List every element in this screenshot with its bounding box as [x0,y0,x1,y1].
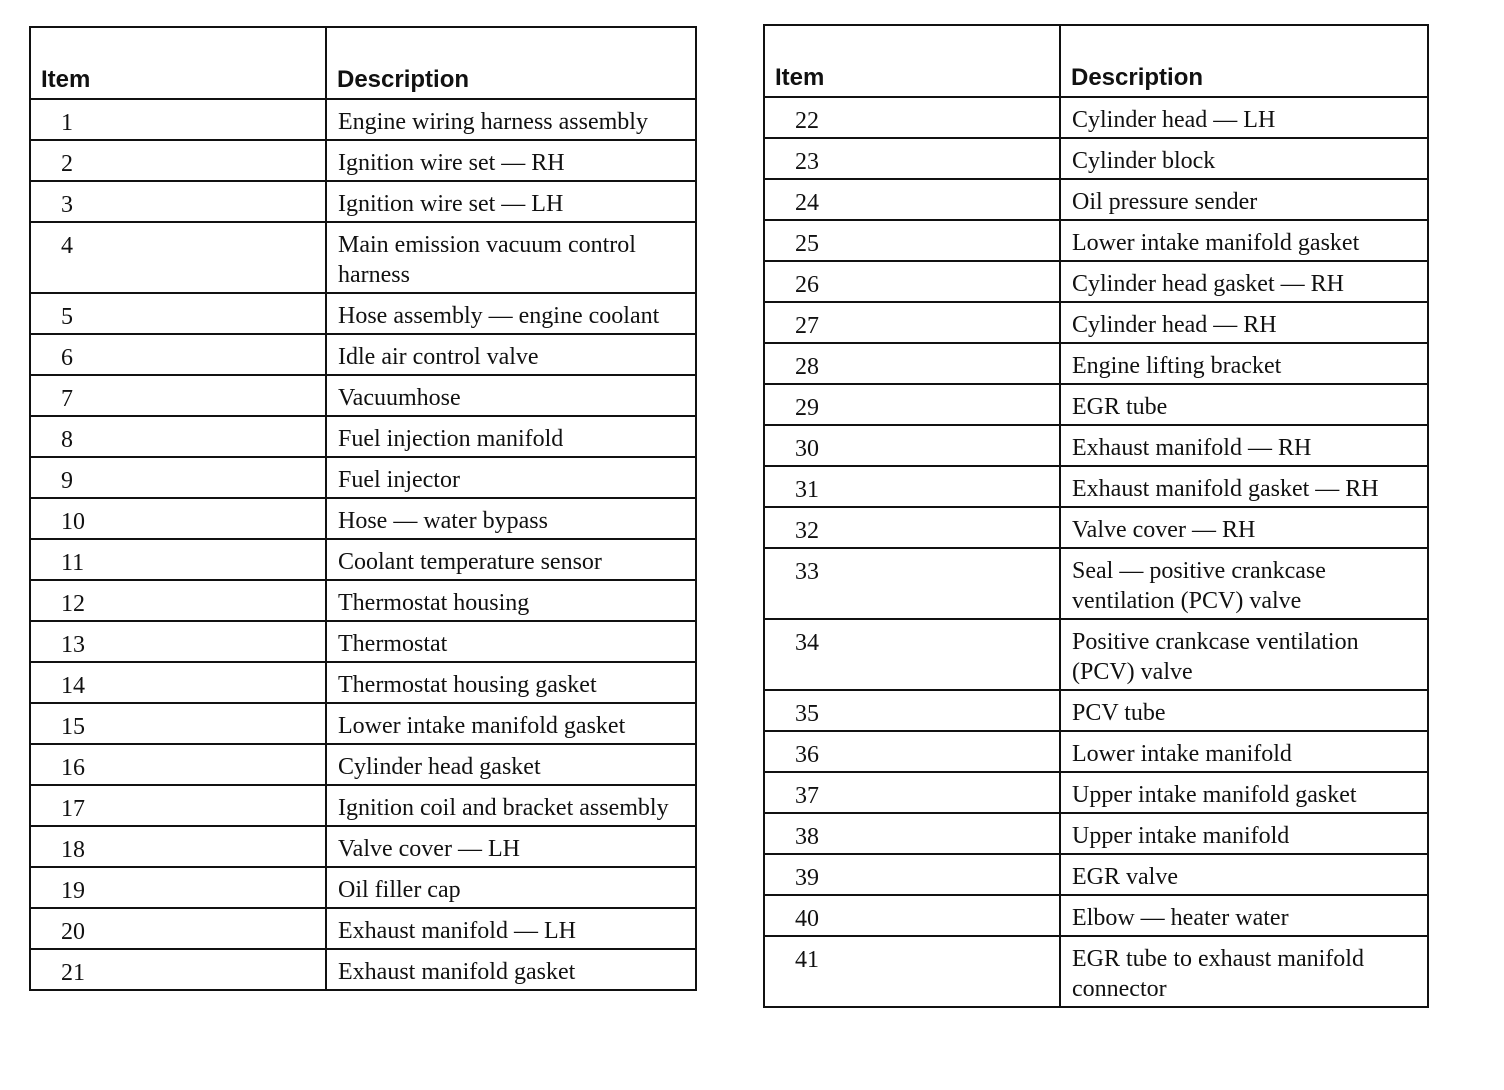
item-description: Exhaust manifold — RH [1060,425,1428,466]
item-number: 27 [764,302,1060,343]
table-row [764,97,1428,138]
item-number: 14 [30,662,326,703]
item-description: Upper intake manifold [1060,813,1428,854]
item-description: Exhaust manifold gasket — RH [1060,466,1428,507]
description-column-header: Description [1060,25,1428,97]
table-row [764,261,1428,302]
item-number: 30 [764,425,1060,466]
table-row [30,222,696,293]
table-row [764,936,1428,1007]
table-row [30,416,696,457]
item-description: Ignition wire set — RH [326,140,696,181]
item-number: 28 [764,343,1060,384]
table-row [764,466,1428,507]
table-row [30,181,696,222]
table-row [30,826,696,867]
item-number: 1 [30,99,326,140]
item-description: Oil pressure sender [1060,179,1428,220]
table-row [30,140,696,181]
table-row [764,619,1428,690]
item-number: 10 [30,498,326,539]
item-description: Ignition coil and bracket assembly [326,785,696,826]
item-number: 25 [764,220,1060,261]
parts-table-left [29,26,697,991]
table-row [30,457,696,498]
table-row [30,293,696,334]
table-row [764,690,1428,731]
item-number: 8 [30,416,326,457]
item-description: Vacuumhose [326,375,696,416]
item-description: Cylinder head gasket — RH [1060,261,1428,302]
table-row [764,731,1428,772]
item-description: Coolant temperature sensor [326,539,696,580]
table-body [30,99,696,990]
table-header-row [30,27,696,99]
item-number: 19 [30,867,326,908]
item-number: 18 [30,826,326,867]
table-row [30,785,696,826]
item-number: 4 [30,222,326,293]
item-column-header: Item [30,27,326,99]
table-row [30,498,696,539]
item-number: 29 [764,384,1060,425]
description-column-header: Description [326,27,696,99]
item-description: Hose — water bypass [326,498,696,539]
item-description: PCV tube [1060,690,1428,731]
item-description: Valve cover — LH [326,826,696,867]
item-description: EGR tube [1060,384,1428,425]
item-description: Main emission vacuum control harness [326,222,696,293]
item-description: Thermostat housing gasket [326,662,696,703]
table-header-row [764,25,1428,97]
table-row [30,539,696,580]
table-row [30,662,696,703]
item-description: Seal — positive crankcase ventilation (PCV) valve [1060,548,1428,619]
item-number: 13 [30,621,326,662]
parts-table-right [763,24,1429,1008]
table-row [30,744,696,785]
item-number: 32 [764,507,1060,548]
item-number: 40 [764,895,1060,936]
item-number: 5 [30,293,326,334]
item-number: 15 [30,703,326,744]
item-number: 22 [764,97,1060,138]
item-description: EGR valve [1060,854,1428,895]
item-description: Thermostat housing [326,580,696,621]
item-description: Lower intake manifold [1060,731,1428,772]
table-row [764,425,1428,466]
item-description: EGR tube to exhaust manifold connector [1060,936,1428,1007]
item-number: 24 [764,179,1060,220]
item-number: 2 [30,140,326,181]
table-row [30,334,696,375]
item-number: 20 [30,908,326,949]
table-row [30,908,696,949]
table-row [764,895,1428,936]
item-description: Elbow — heater water [1060,895,1428,936]
item-number: 34 [764,619,1060,690]
item-number: 17 [30,785,326,826]
item-description: Engine lifting bracket [1060,343,1428,384]
table-row [30,99,696,140]
item-description: Oil filler cap [326,867,696,908]
item-number: 7 [30,375,326,416]
item-number: 21 [30,949,326,990]
item-number: 37 [764,772,1060,813]
item-description: Cylinder head — LH [1060,97,1428,138]
table-row [764,548,1428,619]
table-row [764,854,1428,895]
table-row [764,507,1428,548]
item-description: Hose assembly — engine coolant [326,293,696,334]
item-description: Cylinder head — RH [1060,302,1428,343]
table-row [764,302,1428,343]
item-number: 33 [764,548,1060,619]
item-number: 26 [764,261,1060,302]
item-number: 31 [764,466,1060,507]
item-description: Positive crankcase ventilation (PCV) valve [1060,619,1428,690]
item-description: Lower intake manifold gasket [326,703,696,744]
item-column-header: Item [764,25,1060,97]
item-number: 3 [30,181,326,222]
item-description: Fuel injection manifold [326,416,696,457]
item-description: Lower intake manifold gasket [1060,220,1428,261]
item-description: Thermostat [326,621,696,662]
table-row [30,867,696,908]
table-row [30,580,696,621]
item-number: 39 [764,854,1060,895]
table-row [764,220,1428,261]
item-number: 36 [764,731,1060,772]
item-number: 38 [764,813,1060,854]
item-number: 6 [30,334,326,375]
table-row [764,813,1428,854]
item-description: Valve cover — RH [1060,507,1428,548]
item-description: Cylinder block [1060,138,1428,179]
item-number: 35 [764,690,1060,731]
table-row [30,375,696,416]
table-row [764,343,1428,384]
table-row [30,703,696,744]
item-number: 23 [764,138,1060,179]
item-description: Exhaust manifold — LH [326,908,696,949]
table-row [764,138,1428,179]
item-description: Fuel injector [326,457,696,498]
item-number: 11 [30,539,326,580]
table-body [764,97,1428,1007]
table-row [764,179,1428,220]
item-description: Cylinder head gasket [326,744,696,785]
table-row [764,384,1428,425]
item-description: Engine wiring harness assembly [326,99,696,140]
item-description: Upper intake manifold gasket [1060,772,1428,813]
item-description: Ignition wire set — LH [326,181,696,222]
item-number: 9 [30,457,326,498]
table-row [30,621,696,662]
table-row [764,772,1428,813]
item-number: 12 [30,580,326,621]
item-description: Idle air control valve [326,334,696,375]
item-number: 41 [764,936,1060,1007]
item-number: 16 [30,744,326,785]
item-description: Exhaust manifold gasket [326,949,696,990]
table-row [30,949,696,990]
